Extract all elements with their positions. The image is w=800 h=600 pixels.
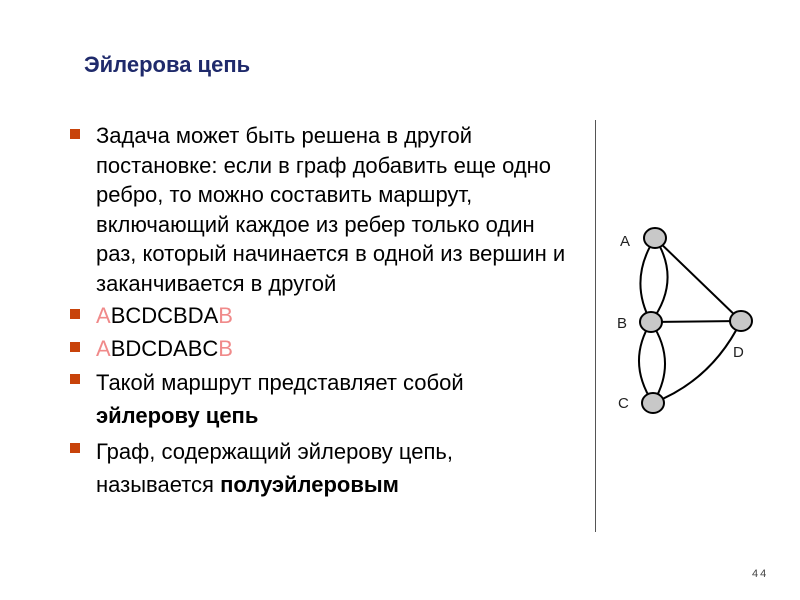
page-number: 44 [752, 568, 769, 580]
bullet-item [70, 121, 570, 298]
vertex-label-d: D [733, 344, 744, 361]
bullet-text: Такой маршрут представляет собой [96, 370, 464, 395]
route-start: A [96, 335, 111, 361]
bullet-marker-icon [70, 342, 80, 352]
route-middle: BDCDABC [110, 335, 219, 361]
vertex-a [644, 228, 666, 248]
edge-b-d [651, 321, 741, 322]
bullet-marker-icon [70, 374, 80, 384]
edge-a-b-right [651, 238, 668, 322]
bullet-item [70, 366, 570, 432]
edge-c-d [653, 321, 741, 403]
bullet-text: Задача может быть решена в другой постановке: если в граф добавить еще одно ребро, то можно составить маршрут, включающий каждое из ребер только один раз, который начинается в одной из вершин и заканчивается в другой [96, 123, 566, 296]
divider-line [595, 120, 596, 532]
vertex-d [730, 311, 752, 331]
route-end: B [218, 303, 233, 328]
vertex-label-c: C [618, 395, 629, 412]
route-start: A [96, 303, 111, 328]
bullet-bold-term: полуэйлеровым [220, 472, 399, 497]
bullet-item [70, 301, 570, 331]
bullet-marker-icon [70, 129, 80, 139]
bullet-list [70, 121, 570, 504]
route-end: B [218, 335, 233, 361]
edge-a-b-left [640, 238, 655, 322]
bullet-text: Граф, содержащий эйлерову цепь, называется [96, 439, 453, 497]
edge-b-c-left [639, 322, 653, 403]
route-middle: BCDCBDA [110, 303, 219, 328]
vertex-b [640, 312, 662, 332]
euler-graph [600, 200, 770, 430]
bullet-bold-term: эйлерову цепь [96, 403, 259, 428]
vertex-c [642, 393, 664, 413]
vertex-label-a: A [620, 233, 631, 250]
slide-title: Эйлерова цепь [84, 52, 251, 77]
vertex-label-b: B [617, 315, 628, 332]
bullet-item [70, 435, 570, 501]
edge-b-c-right [651, 322, 665, 403]
bullet-marker-icon [70, 309, 80, 319]
bullet-marker-icon [70, 443, 80, 453]
bullet-item [70, 334, 570, 364]
